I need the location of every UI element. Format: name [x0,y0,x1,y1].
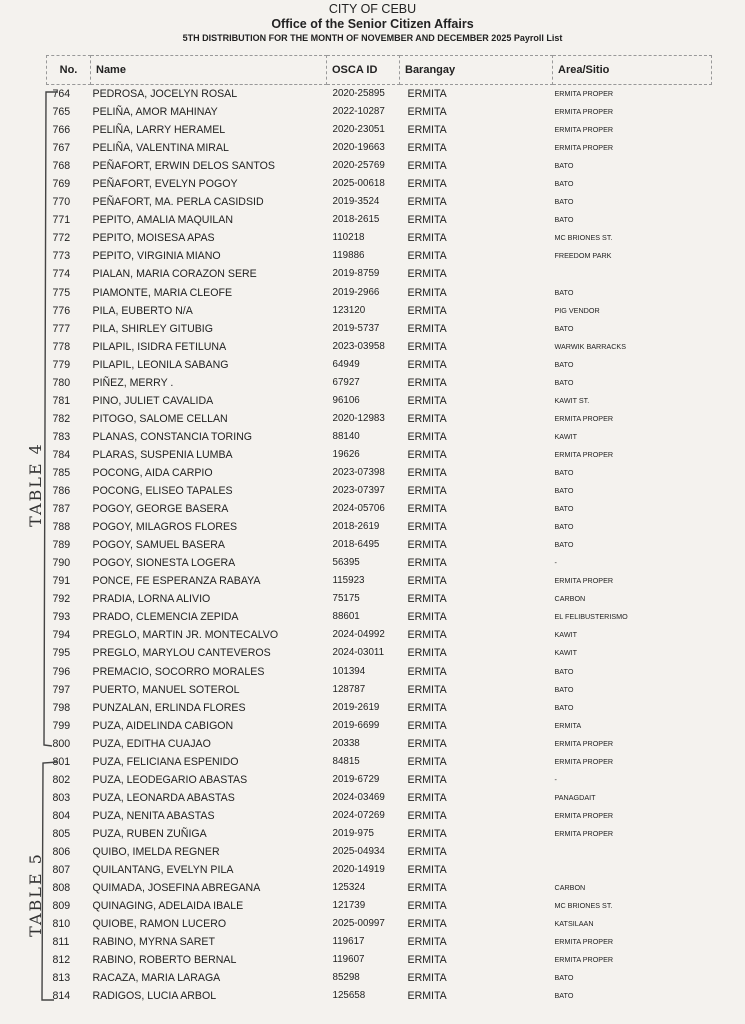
row-name: PILAPIL, LEONILA SABANG [92,358,229,371]
row-number: 814 [52,990,71,1003]
row-number: 789 [52,539,71,552]
row-area: WARWIK BARRACKS [554,341,626,351]
row-barangay: ERMITA [407,539,447,552]
row-area: BATO [554,323,574,333]
row-barangay: ERMITA [407,178,447,191]
row-number: 810 [52,918,71,931]
row-barangay: ERMITA [407,629,447,642]
row-osca-id: 2024-03469 [332,791,385,803]
row-barangay: ERMITA [407,322,447,335]
row-osca-id: 123120 [332,304,366,316]
row-barangay: ERMITA [407,268,447,281]
payroll-subtitle: 5TH DISTRIBUTION FOR THE MONTH OF NOVEMBER AND DECEMBER 2025 Payroll List [182,33,563,43]
row-osca-id: 64949 [332,358,360,370]
table4-annotation: TABLE 4 [25,442,45,527]
row-number: 792 [52,593,71,606]
row-osca-id: 2024-07269 [332,809,385,821]
row-area: ERMITA PROPER [554,828,614,838]
row-barangay: ERMITA [407,936,447,949]
row-area: BATO [554,359,574,369]
row-barangay: ERMITA [407,286,447,299]
row-name: RABINO, ROBERTO BERNAL [92,954,237,967]
row-name: PONCE, FE ESPERANZA RABAYA [92,575,261,588]
row-osca-id: 119886 [332,250,365,262]
row-name: PUZA, LEODEGARIO ABASTAS [92,773,248,786]
row-number: 777 [52,322,71,335]
row-area: ERMITA PROPER [554,449,614,459]
row-number: 772 [52,232,71,245]
row-number: 803 [52,791,71,804]
row-barangay: ERMITA [407,864,447,877]
row-barangay: ERMITA [407,845,447,858]
row-number: 806 [52,845,71,858]
row-area: BATO [554,287,574,297]
row-area: ERMITA PROPER [554,756,614,766]
row-barangay: ERMITA [407,809,447,822]
row-area: ERMITA PROPER [554,107,614,117]
row-name: PEPITO, AMALIA MAQUILAN [92,214,234,227]
row-name: PIÑEZ, MERRY . [92,376,174,389]
row-area: BATO [554,702,574,712]
row-area: - [554,558,557,568]
row-name: PRADIA, LORNA ALIVIO [92,593,211,606]
row-osca-id: 2024-03011 [332,647,385,659]
row-osca-id: 67927 [332,376,360,388]
row-area: MC BRIONES ST. [554,233,613,243]
row-barangay: ERMITA [407,160,447,173]
row-area: PIG VENDOR [554,305,600,315]
row-area: ERMITA PROPER [554,413,614,423]
row-name: RADIGOS, LUCIA ARBOL [92,990,217,1003]
row-barangay: ERMITA [407,954,447,967]
header-no: No. [47,56,91,85]
row-area: PANAGDAIT [554,792,596,802]
row-osca-id: 2018-2615 [332,214,380,226]
row-name: PEÑAFORT, MA. PERLA CASIDSID [92,196,264,209]
row-osca-id: 2019-3524 [332,196,380,208]
row-barangay: ERMITA [407,719,447,732]
row-number: 801 [52,755,71,768]
row-barangay: ERMITA [407,250,447,263]
city-title: CITY OF CEBU [328,2,417,16]
row-area: KAWIT [554,431,577,441]
row-osca-id: 2025-00618 [332,178,385,190]
row-osca-id: 128787 [332,683,366,695]
row-area: MC BRIONES ST. [554,901,613,911]
row-name: PELIÑA, LARRY HERAMEL [92,124,226,137]
row-barangay: ERMITA [407,900,447,913]
row-area: BATO [554,666,574,676]
row-area: ERMITA [554,720,582,730]
row-area: BATO [554,973,574,983]
row-osca-id: 101394 [332,665,366,677]
row-osca-id: 20338 [332,737,360,749]
row-barangay: ERMITA [407,827,447,840]
row-barangay: ERMITA [407,232,447,245]
row-osca-id: 2019-5737 [332,322,380,334]
row-name: QUILANTANG, EVELYN PILA [92,864,234,877]
row-name: PINO, JULIET CAVALIDA [92,394,214,407]
row-osca-id: 2024-04992 [332,629,385,641]
row-osca-id: 2025-04934 [332,845,385,857]
row-number: 782 [52,412,71,425]
row-barangay: ERMITA [407,394,447,407]
row-barangay: ERMITA [407,557,447,570]
row-number: 795 [52,647,71,660]
row-barangay: ERMITA [407,196,447,209]
row-number: 775 [52,286,71,299]
row-number: 798 [52,701,71,714]
row-name: PEDROSA, JOCELYN ROSAL [92,88,238,101]
row-barangay: ERMITA [407,972,447,985]
row-barangay: ERMITA [407,773,447,786]
row-number: 765 [52,106,71,119]
row-name: PILA, SHIRLEY GITUBIG [92,322,213,335]
row-barangay: ERMITA [407,340,447,353]
row-osca-id: 19626 [332,448,360,460]
row-number: 802 [52,773,71,786]
row-number: 804 [52,809,71,822]
row-name: RACAZA, MARIA LARAGA [92,972,221,985]
row-osca-id: 84815 [332,755,360,767]
row-name: PREGLO, MARYLOU CANTEVEROS [92,647,271,660]
row-number: 811 [52,936,70,949]
row-number: 790 [52,557,71,570]
row-number: 808 [52,882,71,895]
header-osca-id: OSCA ID [327,56,400,85]
row-area: ERMITA PROPER [554,125,614,135]
row-barangay: ERMITA [407,448,447,461]
row-name: PEÑAFORT, ERWIN DELOS SANTOS [92,160,275,173]
row-name: PIALAN, MARIA CORAZON SERE [92,268,257,281]
row-area: KAWIT ST. [554,395,590,405]
row-number: 807 [52,864,71,877]
table5-annotation: TABLE 5 [25,852,45,937]
row-barangay: ERMITA [407,791,447,804]
row-number: 769 [52,178,71,191]
row-osca-id: 2023-07398 [332,467,385,478]
row-area: ERMITA PROPER [554,89,614,99]
row-area: ERMITA PROPER [554,738,614,748]
row-name: PELIÑA, VALENTINA MIRAL [92,142,229,155]
row-osca-id: 121739 [332,900,366,912]
row-number: 805 [52,827,71,840]
row-barangay: ERMITA [407,593,447,606]
row-name: RABINO, MYRNA SARET [92,936,215,949]
row-area: BATO [554,377,574,387]
row-number: 813 [52,972,71,985]
row-number: 768 [52,160,71,173]
row-number: 794 [52,629,71,642]
row-area: FREEDOM PARK [554,251,612,261]
row-osca-id: 125324 [332,882,366,894]
header-barangay: Barangay [400,56,553,85]
row-number: 796 [52,665,71,678]
row-barangay: ERMITA [407,358,447,371]
row-name: PUZA, NENITA ABASTAS [92,809,215,822]
row-area: BATO [554,504,574,514]
row-osca-id: 2019-6699 [332,719,380,731]
row-osca-id: 110218 [332,232,365,244]
row-name: PEPITO, VIRGINIA MIANO [92,250,221,263]
row-name: POGOY, SAMUEL BASERA [92,539,225,552]
row-number: 784 [52,448,71,461]
row-area: ERMITA PROPER [554,810,614,820]
row-area: CARBON [554,594,586,604]
row-name: PUNZALAN, ERLINDA FLORES [92,701,246,714]
row-number: 766 [52,124,71,137]
row-osca-id: 115923 [332,575,365,587]
row-osca-id: 2019-2619 [332,701,380,713]
row-name: PILAPIL, ISIDRA FETILUNA [92,340,227,353]
row-osca-id: 88140 [332,430,360,442]
row-number: 787 [52,503,71,516]
row-area: ERMITA PROPER [554,143,614,153]
row-number: 800 [52,737,71,750]
row-number: 771 [52,214,71,227]
row-area: KAWIT [554,630,577,640]
row-barangay: ERMITA [407,918,447,931]
row-barangay: ERMITA [407,214,447,227]
row-name: PREGLO, MARTIN JR. MONTECALVO [92,629,279,642]
row-barangay: ERMITA [407,412,447,425]
row-name: POGOY, MILAGROS FLORES [92,521,238,534]
row-osca-id: 119607 [332,954,365,966]
row-name: QUINAGING, ADELAIDA IBALE [92,900,244,913]
row-number: 809 [52,900,71,913]
row-osca-id: 2018-2619 [332,521,380,533]
row-osca-id: 96106 [332,394,360,406]
row-osca-id: 75175 [332,593,360,605]
row-barangay: ERMITA [407,575,447,588]
row-osca-id: 56395 [332,557,360,569]
row-osca-id: 2020-19663 [332,142,385,154]
row-number: 773 [52,250,71,263]
row-number: 776 [52,304,71,317]
row-number: 799 [52,719,71,732]
row-name: POGOY, GEORGE BASERA [92,503,229,516]
row-number: 770 [52,196,71,209]
row-barangay: ERMITA [407,88,447,101]
row-area: BATO [554,161,574,171]
row-barangay: ERMITA [407,376,447,389]
row-number: 812 [52,954,71,967]
row-name: PELIÑA, AMOR MAHINAY [92,106,218,119]
row-number: 786 [52,485,71,498]
row-name: PRADO, CLEMENCIA ZEPIDA [92,611,239,624]
row-barangay: ERMITA [407,701,447,714]
row-osca-id: 2023-03958 [332,340,385,352]
row-name: PUERTO, MANUEL SOTEROL [92,683,240,696]
row-osca-id: 2024-05706 [332,503,385,515]
row-name: POCONG, ELISEO TAPALES [92,485,233,498]
row-osca-id: 2019-6729 [332,773,380,785]
row-osca-id: 119617 [332,936,365,948]
row-number: 785 [52,467,71,479]
row-name: PUZA, RUBEN ZUÑIGA [92,827,207,840]
row-name: PREMACIO, SOCORRO MORALES [92,665,265,678]
row-area: CARBON [554,883,586,893]
row-name: POGOY, SIONESTA LOGERA [92,557,236,570]
row-name: QUIBO, IMELDA REGNER [92,845,220,858]
row-barangay: ERMITA [407,142,447,155]
row-number: 788 [52,521,71,534]
row-number: 797 [52,683,71,696]
row-area: ERMITA PROPER [554,576,614,586]
row-name: PEPITO, MOISESA APAS [92,232,215,245]
row-name: PITOGO, SALOME CELLAN [92,412,228,425]
row-area: ERMITA PROPER [554,955,614,965]
row-number: 774 [52,268,71,281]
row-area: BATO [554,215,574,225]
row-area: BATO [554,179,574,189]
row-osca-id: 2020-25895 [332,88,385,100]
row-barangay: ERMITA [407,683,447,696]
row-area: BATO [554,540,574,550]
row-number: 778 [52,340,71,353]
row-name: QUIMADA, JOSEFINA ABREGANA [92,882,261,895]
row-area: KAWIT [554,648,577,658]
row-area: BATO [554,486,574,496]
row-name: QUIOBE, RAMON LUCERO [92,918,227,931]
header-area: Area/Sitio [553,56,712,85]
office-title: Office of the Senior Citizen Affairs [271,17,474,31]
row-name: PUZA, LEONARDA ABASTAS [92,791,235,804]
row-area: EL FELIBUSTERISMO [554,612,628,622]
row-area: BATO [554,991,574,1001]
row-name: PLARAS, SUSPENIA LUMBA [92,448,233,461]
row-number: 779 [52,358,71,371]
row-barangay: ERMITA [407,737,447,750]
row-barangay: ERMITA [407,503,447,516]
row-barangay: ERMITA [407,647,447,660]
row-osca-id: 2022-10287 [332,106,385,118]
row-area: BATO [554,197,574,207]
row-osca-id: 2018-6495 [332,539,380,551]
row-area: BATO [554,684,574,694]
row-area: BATO [554,522,574,532]
row-barangay: ERMITA [407,665,447,678]
row-number: 780 [52,376,71,389]
row-area: ERMITA PROPER [554,937,614,947]
row-barangay: ERMITA [407,430,447,443]
table4-bracket [44,92,58,746]
row-barangay: ERMITA [407,755,447,768]
row-osca-id: 2020-23051 [332,124,385,136]
row-osca-id: 2020-12983 [332,412,385,424]
row-osca-id: 85298 [332,972,360,984]
row-area: KATSILAAN [554,919,594,929]
row-barangay: ERMITA [407,521,447,534]
row-osca-id: 2020-25769 [332,160,385,172]
row-osca-id: 88601 [332,611,360,623]
row-osca-id: 2023-07397 [332,485,385,497]
row-osca-id: 125658 [332,990,366,1002]
row-barangay: ERMITA [407,611,447,624]
row-name: PIAMONTE, MARIA CLEOFE [92,286,233,299]
row-number: 793 [52,611,71,624]
row-barangay: ERMITA [407,106,447,119]
row-area: - [554,774,557,784]
row-name: PUZA, AIDELINDA CABIGON [92,719,234,732]
row-name: PUZA, EDITHA CUAJAO [92,737,211,750]
row-number: 764 [52,88,71,101]
row-barangay: ERMITA [407,485,447,498]
row-name: PLANAS, CONSTANCIA TORING [92,430,253,443]
row-osca-id: 2020-14919 [332,864,385,876]
row-name: POCONG, AIDA CARPIO [92,467,213,479]
row-number: 783 [52,430,71,443]
row-osca-id: 2019-2966 [332,286,380,298]
row-osca-id: 2019-8759 [332,268,380,280]
row-barangay: ERMITA [407,990,447,1003]
row-name: PUZA, FELICIANA ESPENIDO [92,755,239,768]
row-osca-id: 2019-975 [332,827,374,839]
row-barangay: ERMITA [407,304,447,317]
row-osca-id: 2025-00997 [332,918,385,930]
row-number: 781 [52,394,71,407]
row-barangay: ERMITA [407,467,447,479]
row-name: PEÑAFORT, EVELYN POGOY [92,178,238,191]
row-barangay: ERMITA [407,124,447,137]
row-barangay: ERMITA [407,882,447,895]
header-name: Name [91,56,327,85]
row-number: 791 [52,575,71,588]
row-number: 767 [52,142,71,155]
row-area: BATO [554,468,574,477]
row-name: PILA, EUBERTO N/A [92,304,193,317]
